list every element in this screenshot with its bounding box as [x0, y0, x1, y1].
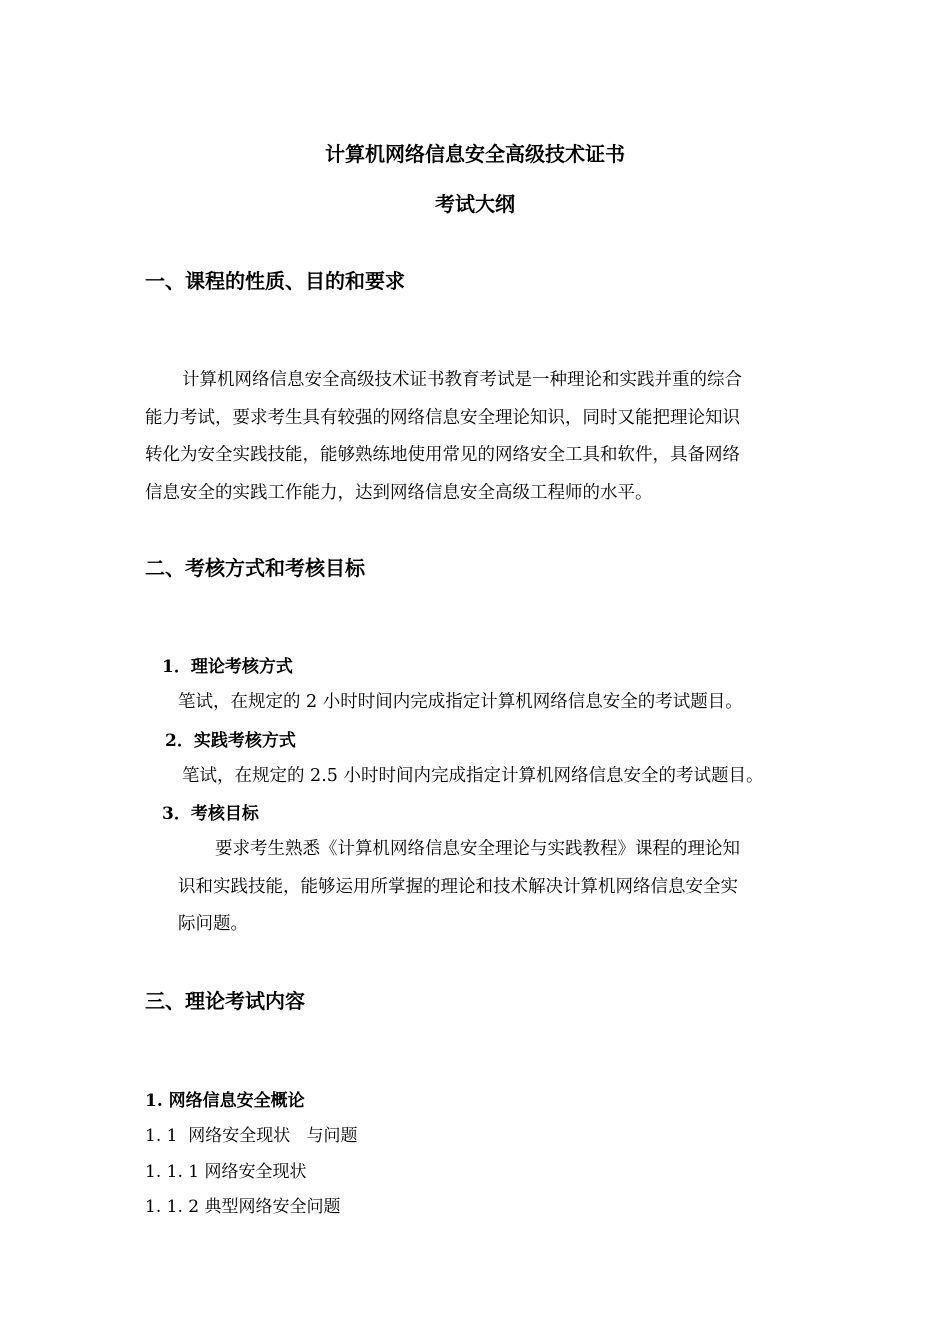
subsection-text: 笔试，在规定的 2 小时时间内完成指定计算机网络信息安全的考试题目。: [178, 692, 743, 712]
document-subtitle: 考试大纲: [435, 192, 515, 216]
section-heading-3: 三、理论考试内容: [145, 989, 305, 1013]
subsection-title: 1．理论考核方式: [162, 657, 293, 677]
chapter-title: 1. 网络信息安全概论: [145, 1091, 305, 1111]
subsection-text: 笔试，在规定的 2.5 小时时间内完成指定计算机网络信息安全的考试题目。: [182, 766, 764, 786]
subsection-title: 2．实践考核方式: [165, 731, 296, 751]
subsection-text: 际问题。: [178, 914, 248, 934]
document-title: 计算机网络信息安全高级技术证书: [325, 142, 625, 166]
subsection-text: 要求考生熟悉《计算机网络信息安全理论与实践教程》课程的理论知: [215, 839, 740, 859]
paragraph-line: 转化为安全实践技能，能够熟练地使用常见的网络安全工具和软件，具备网络: [145, 445, 740, 465]
paragraph-line: 计算机网络信息安全高级技术证书教育考试是一种理论和实践并重的综合: [182, 370, 742, 390]
paragraph-line: 能力考试，要求考生具有较强的网络信息安全理论知识，同时又能把理论知识: [145, 408, 740, 428]
section-heading-2: 二、考核方式和考核目标: [145, 556, 365, 580]
section-heading-1: 一、课程的性质、目的和要求: [145, 269, 405, 293]
subsection-title: 3．考核目标: [162, 804, 259, 824]
paragraph-line: 信息安全的实践工作能力，达到网络信息安全高级工程师的水平。: [145, 483, 653, 503]
subsection-text: 识和实践技能，能够运用所掌握的理论和技术解决计算机网络信息安全实: [178, 877, 738, 897]
toc-entry: 1. 1. 2 典型网络安全问题: [145, 1197, 341, 1217]
toc-entry: 1. 1. 1 网络安全现状: [145, 1162, 307, 1182]
toc-entry: 1. 1 网络安全现状 与问题: [145, 1126, 358, 1146]
